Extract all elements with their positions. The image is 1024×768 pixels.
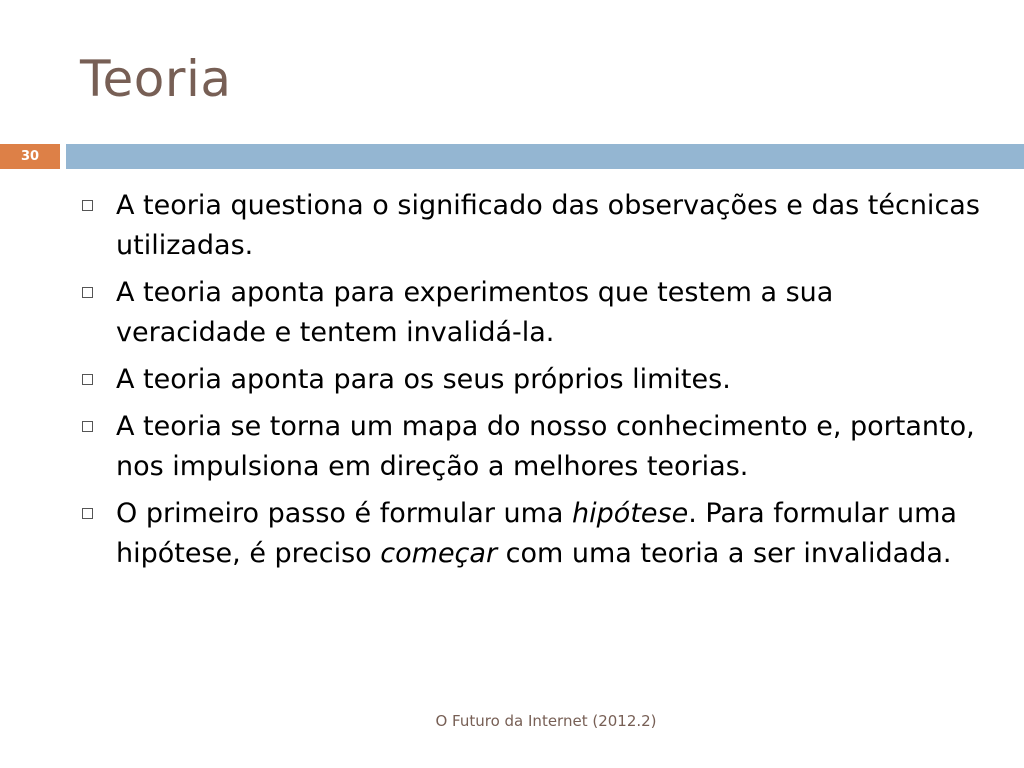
bullet-text-segment: A teoria se torna um mapa do nosso conhecimento e, portanto, nos impulsiona em direção a melhores teorias. [116,411,975,482]
bullet-text-emphasis: começar [380,538,498,569]
square-bullet-icon [82,287,93,298]
bullet-item [80,273,980,353]
bullet-text-emphasis: hipótese [572,498,689,529]
square-bullet-icon [82,421,93,432]
bullet-text [116,498,957,569]
bullet-text [116,411,975,482]
bullet-text [116,364,731,395]
bullet-text-segment: O primeiro passo é formular uma [116,498,573,529]
bullet-item [80,360,980,400]
bullet-text [116,277,833,348]
bullet-text-segment: A teoria questiona o significado das observações e das técnicas utilizadas. [116,190,980,261]
slide-title: Teoria [80,50,232,108]
bullet-item [80,186,980,266]
slide-footer: O Futuro da Internet (2012.2) [435,712,657,730]
bullet-list [80,186,980,581]
bullet-text-segment: A teoria aponta para experimentos que testem a sua veracidade e tentem invalidá-la. [116,277,834,348]
bullet-text-segment: com uma teoria a ser invalidada. [497,538,952,569]
bullet-text-segment: A teoria aponta para os seus próprios limites. [116,364,731,395]
bullet-item [80,494,980,574]
bullet-text [116,190,980,261]
bullet-item [80,407,980,487]
square-bullet-icon [82,508,93,519]
square-bullet-icon [82,200,93,211]
slide-number: 30 [0,144,60,169]
square-bullet-icon [82,374,93,385]
title-divider-bar [66,144,1024,169]
bullet-text-segment: . Para formular uma hipótese, é preciso [116,498,957,569]
